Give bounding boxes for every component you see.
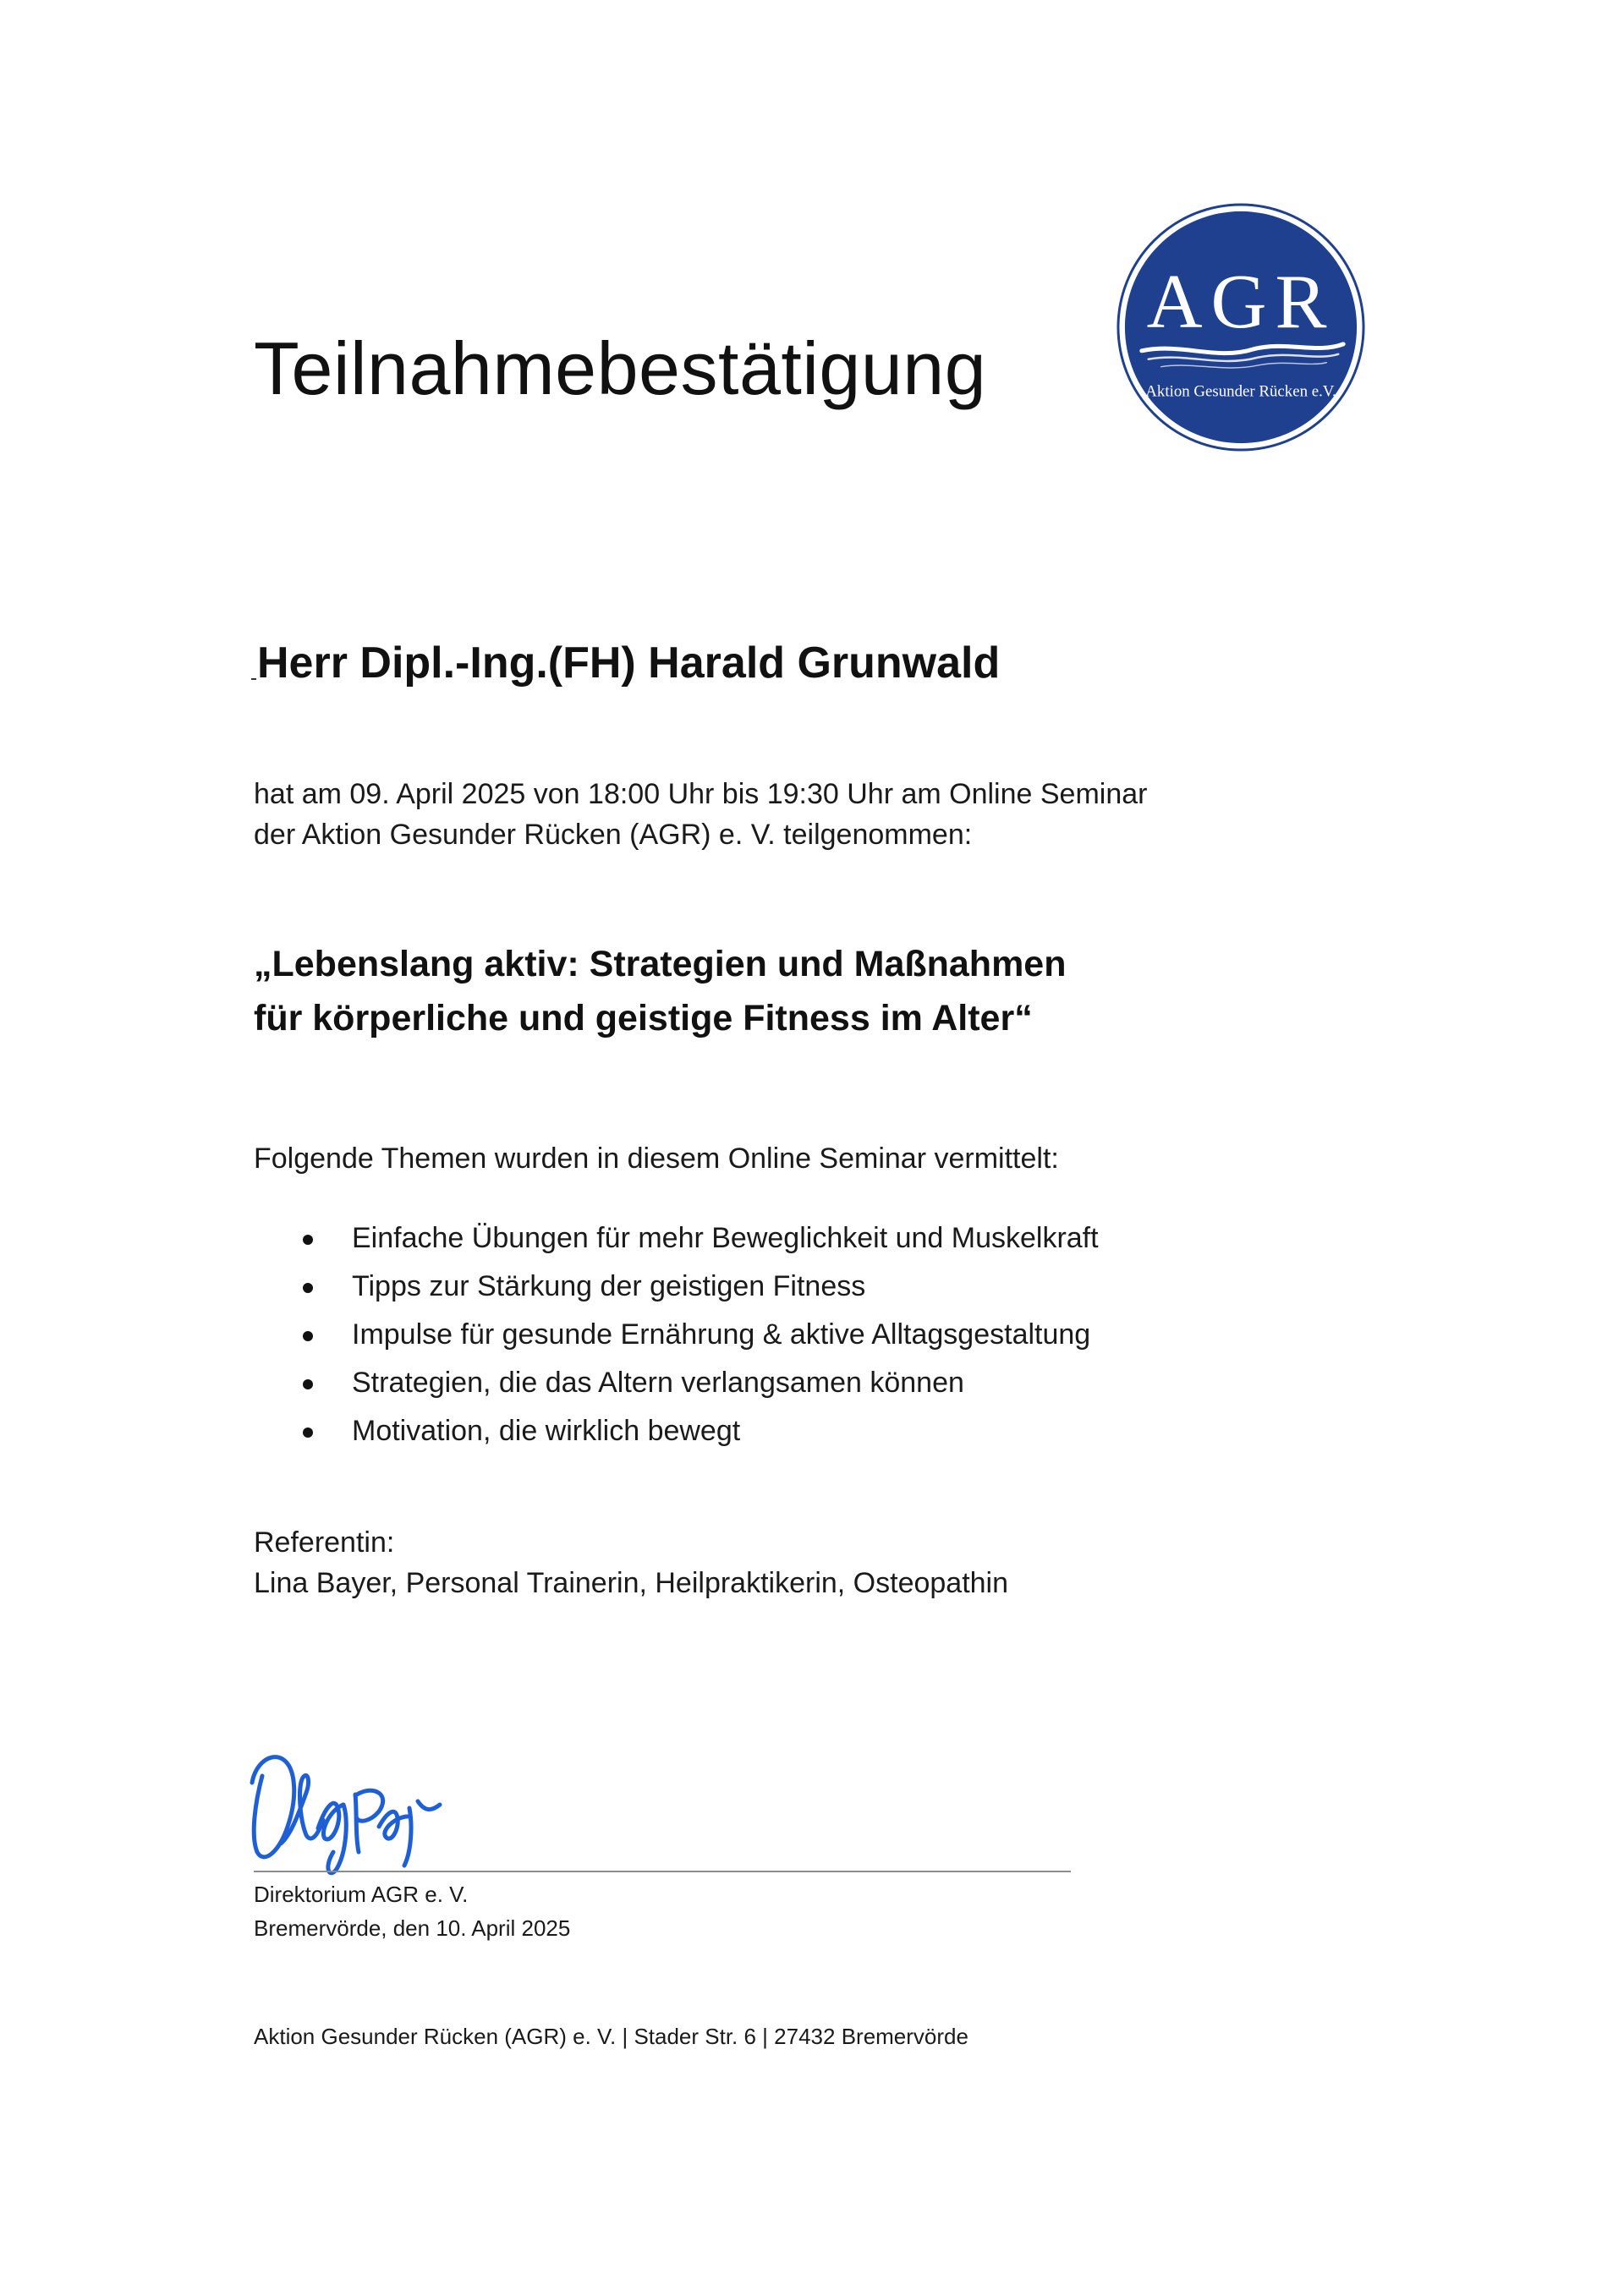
bullet-icon	[303, 1427, 313, 1438]
logo-text: AGR	[1146, 259, 1336, 344]
topics-list	[254, 1214, 1099, 1455]
seminar-title-line: „Lebenslang aktiv: Strategien und Maßnahmen	[254, 944, 1067, 984]
bullet-icon	[303, 1379, 313, 1389]
topic-text: Einfache Übungen für mehr Beweglichkeit und Muskelkraft	[352, 1222, 1099, 1254]
intro-paragraph	[254, 774, 1147, 855]
signature-place-date: Bremervörde, den 10. April 2025	[254, 1915, 571, 1941]
seminar-title	[254, 937, 1067, 1045]
seminar-title-line: für körperliche und geistige Fitness im Alter“	[254, 998, 1033, 1038]
speaker-label: Referentin:	[254, 1526, 395, 1559]
speaker-name: Lina Bayer, Personal Trainerin, Heilpraktikerin, Osteopathin	[254, 1567, 1009, 1599]
agr-logo	[1115, 201, 1367, 453]
logo-subtitle: Aktion Gesunder Rücken e.V.	[1145, 382, 1336, 401]
topic-text: Impulse für gesunde Ernährung & aktive Alltagsgestaltung	[352, 1318, 1091, 1351]
signature-line	[254, 1871, 1071, 1872]
intro-line: der Aktion Gesunder Rücken (AGR) e. V. teilgenommen:	[254, 819, 973, 851]
list-item	[254, 1263, 1099, 1311]
document-title: Teilnahmebestätigung	[254, 326, 987, 410]
signature-role: Direktorium AGR e. V.	[254, 1882, 469, 1907]
list-item	[254, 1407, 1099, 1455]
footer-address: Aktion Gesunder Rücken (AGR) e. V. | Stader Str. 6 | 27432 Bremervörde	[254, 2024, 968, 2049]
topic-text: Tipps zur Stärkung der geistigen Fitness	[352, 1270, 866, 1302]
recipient-name: Herr Dipl.-Ing.(FH) Harald Grunwald	[257, 638, 1001, 688]
intro-line: hat am 09. April 2025 von 18:00 Uhr bis 19:30 Uhr am Online Seminar	[254, 778, 1148, 810]
topic-text: Strategien, die das Altern verlangsamen können	[352, 1367, 964, 1399]
list-item	[254, 1359, 1099, 1407]
speaker-block	[254, 1522, 1008, 1603]
handwritten-signature	[230, 1717, 475, 1886]
topics-lead: Folgende Themen wurden in diesem Online Seminar vermittelt:	[254, 1143, 1059, 1175]
bullet-icon	[303, 1283, 313, 1293]
recipient-marker	[251, 678, 256, 680]
signature-caption	[254, 1877, 570, 1945]
list-item	[254, 1311, 1099, 1359]
bullet-icon	[303, 1331, 313, 1341]
bullet-icon	[303, 1235, 313, 1245]
list-item	[254, 1214, 1099, 1263]
topic-text: Motivation, die wirklich bewegt	[352, 1415, 741, 1447]
